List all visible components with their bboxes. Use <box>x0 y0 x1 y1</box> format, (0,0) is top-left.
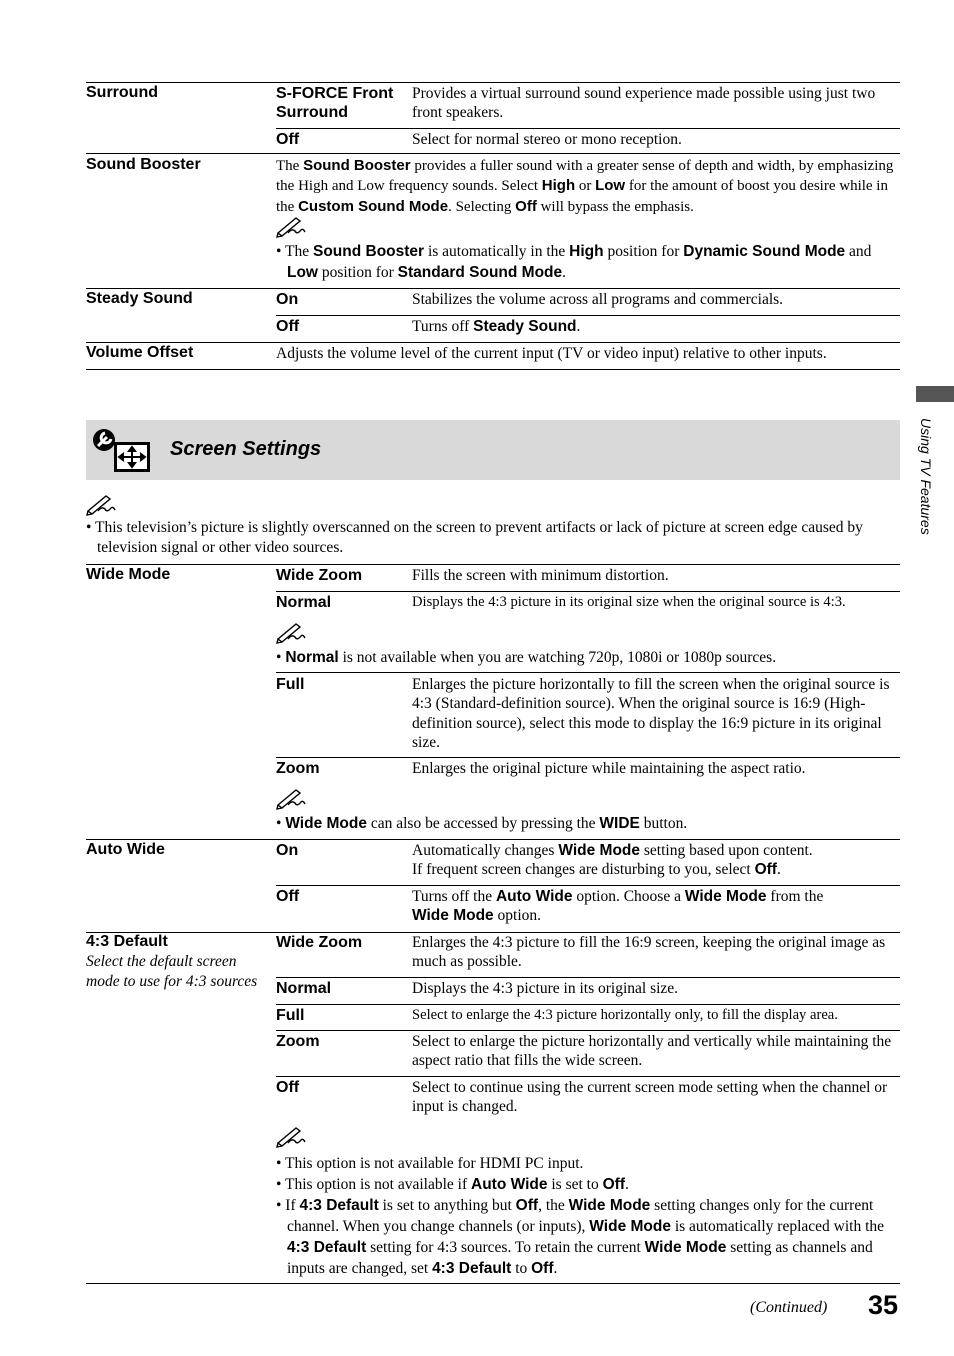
sound-booster-note <box>276 242 887 283</box>
text: Off <box>602 1176 626 1193</box>
text: Using TV Features <box>918 418 934 535</box>
rule <box>276 1004 900 1005</box>
text: Sound Booster <box>303 157 411 174</box>
text: . <box>562 263 566 281</box>
option-name-line1: S-FORCE Front <box>276 85 394 102</box>
text: Automatically changes <box>412 842 559 859</box>
desc-off: Select to continue using the current screen mode setting when the channel or input is changed. <box>412 1079 888 1116</box>
zoom-note <box>276 814 900 833</box>
volume-offset-desc: Adjusts the volume level of the current input (TV or video input) relative to other inputs. <box>276 345 827 362</box>
rule <box>86 369 900 370</box>
option-sforce-front-surround <box>276 84 393 122</box>
text: Wide Mode <box>568 1197 651 1214</box>
text: Dynamic Sound Mode <box>683 243 846 260</box>
option-zoom: Zoom <box>276 1033 320 1050</box>
text: Standard Sound Mode <box>397 263 563 281</box>
rule <box>86 288 900 289</box>
text: 4:3 Default <box>299 1197 379 1214</box>
option-full: Full <box>276 1007 305 1024</box>
text: is automatically replaced with the <box>670 1218 885 1235</box>
text: option. <box>493 907 542 925</box>
text: • The <box>276 243 313 260</box>
desc-wide-zoom: Fills the screen with minimum distortion. <box>412 567 669 584</box>
text: Wide Mode <box>412 907 494 925</box>
option-off: Off <box>276 318 300 335</box>
text: Off <box>531 1260 554 1277</box>
text: The <box>276 158 304 174</box>
option-full: Full <box>276 676 305 693</box>
desc-off <box>412 887 900 926</box>
rule <box>276 1076 900 1077</box>
text: . Selecting <box>448 198 516 215</box>
desc-wide-zoom: Enlarges the 4:3 picture to fill the 16:9 screen, keeping the original image as much as possible. <box>412 934 886 971</box>
text: High <box>541 177 576 195</box>
note-pencil-icon <box>276 1126 306 1148</box>
rule <box>276 757 900 758</box>
option-off: Off <box>276 1079 300 1096</box>
row-label-sound-booster: Sound Booster <box>86 156 201 173</box>
text: is not available when you are watching 720p, 1080i or 1080p sources. <box>338 649 777 666</box>
bullet: • <box>276 649 286 666</box>
rule <box>86 839 900 840</box>
side-tab-marker <box>916 386 954 402</box>
text: Off <box>754 861 777 879</box>
desc-full: Enlarges the picture horizontally to fill the screen when the original source is 4:3 (Standard-definition source). When the original source is 16:9 (High-definition source), select this mode to display the 16:9 picture in its original size. <box>412 676 890 751</box>
text: setting changes only for the current channel. When you change channels (or inputs), <box>287 1197 874 1235</box>
text: provides a fuller sound with a greater sense of depth and width, by emphasizing the High and Low frequency sounds. Select <box>276 158 894 195</box>
text: to <box>511 1260 532 1277</box>
desc-on: Stabilizes the volume across all programs and commercials. <box>412 291 784 308</box>
text: Turns off the <box>412 888 496 905</box>
screen-settings-icon <box>92 428 154 474</box>
note-item <box>276 1195 900 1279</box>
rule <box>276 885 900 886</box>
section-banner <box>86 420 900 480</box>
text: 4:3 Default <box>432 1260 512 1277</box>
text: option. Choose a <box>572 888 685 905</box>
desc-sforce: Provides a virtual surround sound experience made possible using just two front speakers. <box>412 85 876 122</box>
rule <box>86 564 900 565</box>
text: Sound Booster <box>313 243 425 260</box>
default-notes <box>276 1153 900 1279</box>
rule <box>276 672 900 673</box>
text: is automatically in the <box>424 243 570 260</box>
option-zoom: Zoom <box>276 760 320 777</box>
desc-zoom: Select to enlarge the picture horizontally and vertically while maintaining the aspect ratio that fills the wide screen. <box>412 1033 892 1070</box>
option-normal: Normal <box>276 594 332 611</box>
bullet: • <box>276 815 286 832</box>
note-item: • This option is not available for HDMI PC input. <box>276 1155 584 1172</box>
text: Auto Wide <box>471 1176 548 1193</box>
text: and <box>845 243 872 260</box>
text: Auto Wide <box>495 888 573 905</box>
option-normal: Normal <box>276 980 332 997</box>
text: is set to anything but <box>378 1197 516 1214</box>
text: 4:3 Default <box>287 1239 367 1256</box>
rule <box>276 128 900 129</box>
note-item <box>276 1174 900 1195</box>
rule <box>276 315 900 316</box>
text: setting based upon content. <box>640 842 813 859</box>
text: . <box>576 318 581 335</box>
side-tab-label <box>912 418 934 578</box>
rule <box>86 342 900 343</box>
sound-booster-desc <box>276 156 900 217</box>
row-label-43-default: 4:3 Default <box>86 933 168 950</box>
text: Low <box>595 177 626 195</box>
row-label-steady-sound: Steady Sound <box>86 290 193 307</box>
desc-on <box>412 841 900 880</box>
option-wide-zoom: Wide Zoom <box>276 934 363 951</box>
text: Wide Mode <box>589 1218 671 1235</box>
desc-off <box>412 317 900 336</box>
note-pencil-icon <box>86 494 116 516</box>
text: can also be accessed by pressing the <box>366 815 600 832</box>
text: Wide Mode <box>684 888 767 905</box>
text: . <box>625 1176 629 1193</box>
text: High <box>569 243 604 260</box>
desc-normal: Displays the 4:3 picture in its original size when the original source is 4:3. <box>412 594 846 610</box>
text: position for <box>318 263 398 281</box>
text: Wide Mode <box>285 815 367 832</box>
text: Wide Mode <box>558 842 641 859</box>
intro-note: • This television’s picture is slightly overscanned on the screen to prevent artifacts or lack of picture at screen edge caused by television signal or other video sources. <box>86 519 863 556</box>
option-off: Off <box>276 131 300 148</box>
desc-zoom: Enlarges the original picture while maintaining the aspect ratio. <box>412 760 806 777</box>
text: position for <box>603 243 684 260</box>
option-name-line2: Surround <box>276 104 348 121</box>
section-title: Screen Settings <box>170 438 322 460</box>
text: • This option is not available if <box>276 1176 471 1193</box>
text: for the amount of boost you desire while in the <box>276 178 888 215</box>
option-on: On <box>276 842 299 859</box>
text: . <box>553 1260 558 1277</box>
text: setting for 4:3 sources. To retain the current <box>366 1239 645 1256</box>
text: or <box>575 178 596 195</box>
text: is set to <box>547 1176 603 1193</box>
text: Custom Sound Mode <box>298 197 449 215</box>
option-on: On <box>276 291 299 308</box>
text: • If <box>276 1197 300 1214</box>
text: Wide Mode <box>644 1239 727 1256</box>
text: Low <box>287 263 318 281</box>
text: Steady Sound <box>473 318 577 335</box>
continued-label: (Continued) <box>750 1299 828 1316</box>
text: Normal <box>285 649 339 666</box>
row-label-auto-wide: Auto Wide <box>86 841 165 858</box>
text: , the <box>538 1197 569 1214</box>
row-label-wide-mode: Wide Mode <box>86 566 171 583</box>
desc-full: Select to enlarge the 4:3 picture horizontally only, to fill the display area. <box>412 1007 838 1023</box>
row-label-volume-offset: Volume Offset <box>86 344 194 361</box>
option-off: Off <box>276 888 300 905</box>
note-pencil-icon <box>276 216 306 238</box>
normal-note <box>276 648 900 667</box>
rule <box>86 153 900 154</box>
text: Off <box>515 197 537 215</box>
text: will bypass the emphasis. <box>536 198 694 215</box>
rule <box>276 591 900 592</box>
rule <box>276 977 900 978</box>
text: Turns off <box>412 318 474 335</box>
text: . <box>776 861 781 879</box>
text: WIDE <box>599 815 640 832</box>
desc-off: Select for normal stereo or mono reception. <box>412 131 682 148</box>
text: setting as channels and inputs are changed, set <box>287 1239 873 1277</box>
row-label-surround: Surround <box>86 84 158 101</box>
option-wide-zoom: Wide Zoom <box>276 567 363 584</box>
text: If frequent screen changes are disturbing to you, select <box>412 861 755 879</box>
rule <box>86 82 900 83</box>
page-number: 35 <box>868 1290 899 1320</box>
desc-normal: Displays the 4:3 picture in its original size. <box>412 980 679 997</box>
note-pencil-icon <box>276 622 306 644</box>
rule <box>276 1030 900 1031</box>
text: Off <box>515 1197 539 1214</box>
note-pencil-icon <box>276 788 306 810</box>
rule <box>86 1283 900 1284</box>
row-sublabel: Select the default screen mode to use for 4:3 sources <box>86 953 258 990</box>
text: button. <box>639 815 688 832</box>
text: from the <box>766 888 824 905</box>
